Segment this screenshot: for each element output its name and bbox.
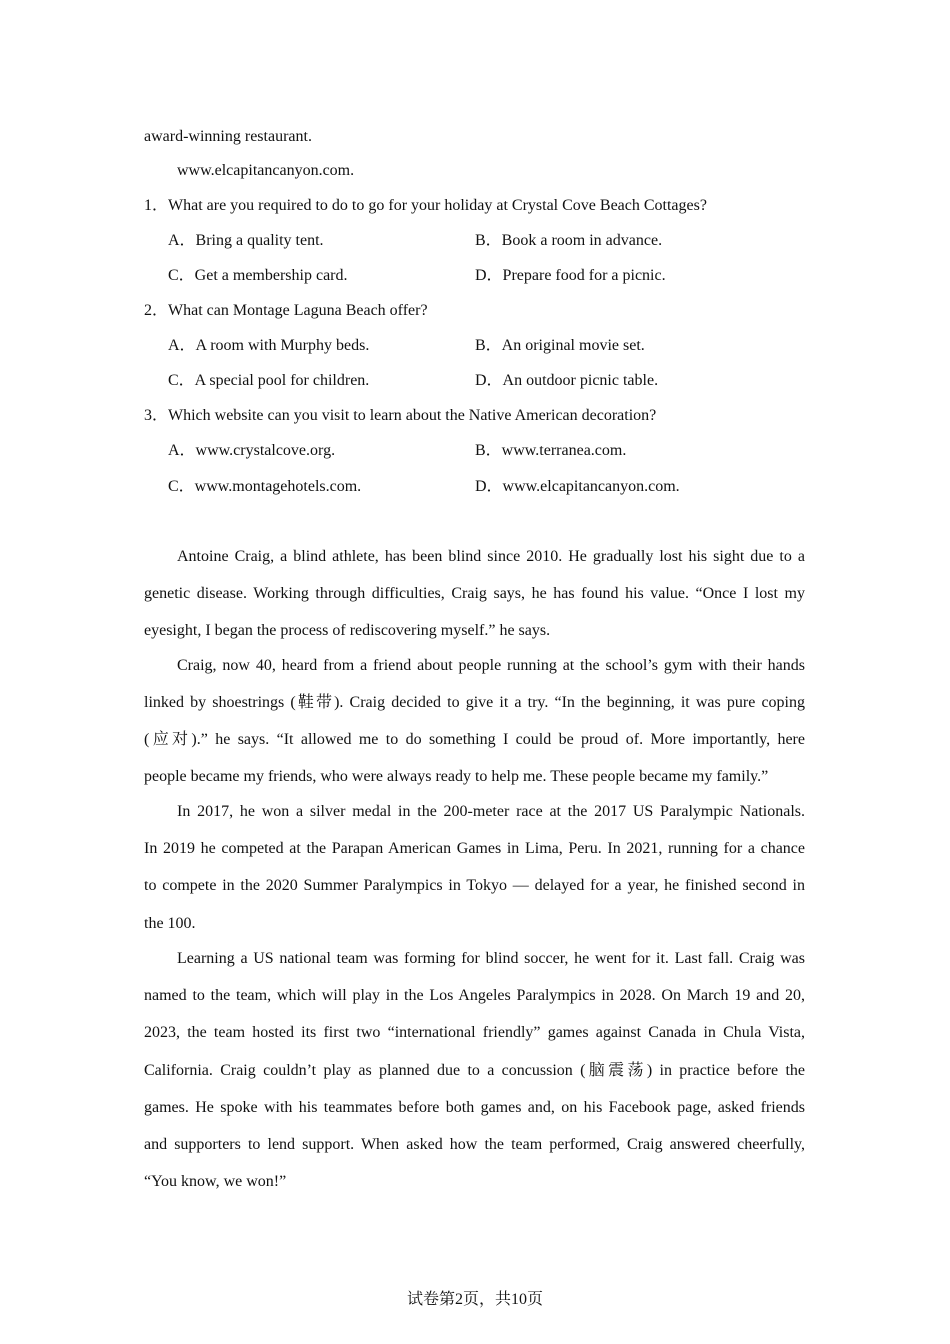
passage-line: 2023, the team hosted its first two “international friendly” games against Canada in Chula Vista, — [144, 1024, 805, 1041]
question-2-option-b: B．An original movie set. — [475, 337, 645, 354]
passage-line: “You know, we won!” — [144, 1173, 287, 1190]
question-1-option-a: A．Bring a quality tent. — [168, 232, 324, 249]
question-1-option-b: B．Book a room in advance. — [475, 232, 663, 249]
passage-line: eyesight, I began the process of rediscovering myself.” he says. — [144, 622, 551, 639]
passage-line: linked by shoestrings (鞋带). Craig decided to give it a try. “In the beginning, it was pure coping — [144, 694, 805, 711]
question-3-option-d: D．www.elcapitancanyon.com. — [475, 478, 680, 495]
passage-line: the 100. — [144, 915, 196, 932]
question-3-stem: 3．Which website can you visit to learn about the Native American decoration? — [144, 407, 657, 424]
question-1-stem: 1．What are you required to do to go for your holiday at Crystal Cove Beach Cottages? — [144, 197, 707, 214]
question-3-option-c: C．www.montagehotels.com. — [168, 478, 362, 495]
passage-line: Antoine Craig, a blind athlete, has been blind since 2010. He gradually lost his sight due to a — [177, 548, 805, 565]
passage-line: people became my friends, who were always ready to help me. These people became my family.” — [144, 768, 769, 785]
passage-line: California. Craig couldn’t play as planned due to a concussion (脑震荡) in practice before the — [144, 1062, 805, 1079]
question-3-option-a: A．www.crystalcove.org. — [168, 442, 336, 459]
passage-line: In 2017, he won a silver medal in the 200-meter race at the 2017 US Paralympic Nationals. — [177, 803, 805, 820]
question-2-option-c: C．A special pool for children. — [168, 372, 370, 389]
passage-line: games. He spoke with his teammates before both games and, on his Facebook page, asked friends — [144, 1099, 805, 1116]
passage-line: (应对).” he says. “It allowed me to do something I could be proud of. More importantly, here — [144, 731, 805, 748]
question-1-option-d: D．Prepare food for a picnic. — [475, 267, 666, 284]
passage-line: Craig, now 40, heard from a friend about people running at the school’s gym with their hands — [177, 657, 805, 674]
question-2-option-d: D．An outdoor picnic table. — [475, 372, 659, 389]
question-2-stem: 2．What can Montage Laguna Beach offer? — [144, 302, 428, 319]
intro-text: award-winning restaurant. — [144, 128, 312, 145]
passage-line: In 2019 he competed at the Parapan American Games in Lima, Peru. In 2021, running for a chance — [144, 840, 805, 857]
page-footer: 试卷第2页，共10页 — [406, 1291, 543, 1308]
passage-line: and supporters to lend support. When asked how the team performed, Craig answered cheerfully, — [144, 1136, 805, 1153]
passage-line: to compete in the 2020 Summer Paralympics in Tokyo — delayed for a year, he finished second in — [144, 877, 805, 894]
passage-line: named to the team, which will play in the Los Angeles Paralympics in 2028. On March 19 and 20, — [144, 987, 805, 1004]
passage-line: genetic disease. Working through difficulties, Craig says, he has found his value. “Once I lost my — [144, 585, 805, 602]
question-3-option-b: B．www.terranea.com. — [475, 442, 627, 459]
website-text: www.elcapitancanyon.com. — [177, 162, 355, 179]
passage-line: Learning a US national team was forming for blind soccer, he went for it. Last fall. Craig was — [177, 950, 805, 967]
question-2-option-a: A．A room with Murphy beds. — [168, 337, 370, 354]
question-1-option-c: C．Get a membership card. — [168, 267, 348, 284]
